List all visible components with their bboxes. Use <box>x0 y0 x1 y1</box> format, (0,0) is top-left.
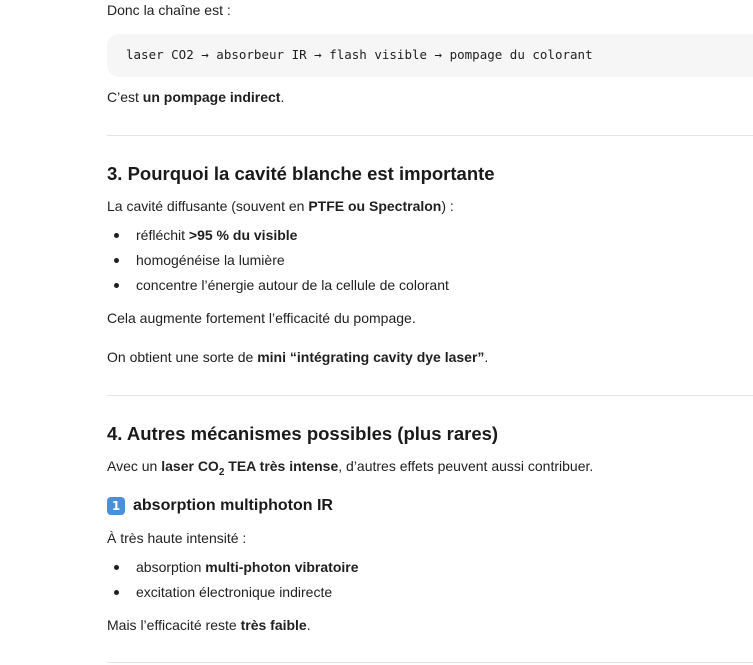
section-3-lead: La cavité diffusante (souvent en PTFE ou Spectralon) : <box>107 198 454 214</box>
divider <box>107 395 753 396</box>
bullet-icon <box>114 283 119 288</box>
subheading-multiphoton: 1 absorption multiphoton IR <box>107 495 333 517</box>
bullet-icon <box>114 565 119 570</box>
section-4-lead: Avec un laser $CO_2$ TEA très intense, d’autres effets peuvent aussi contribuer. <box>107 458 594 478</box>
code-block[interactable] <box>107 34 753 77</box>
chain-label: Donc la chaîne est : <box>107 2 231 18</box>
bullet-icon <box>114 590 119 595</box>
divider <box>107 662 753 663</box>
section-3-heading: 3. Pourquoi la cavité blanche est importante <box>107 163 495 184</box>
conclusion-text: C’est un pompage indirect. <box>107 89 285 105</box>
closing-text: Mais l’efficacité reste très faible. <box>107 617 311 633</box>
code-line: laser CO2 → absorbeur IR → flash visible → pompage du colorant <box>126 47 593 62</box>
intensity-label: À très haute intensité : <box>107 530 247 546</box>
keycap-one-icon: 1 <box>107 497 125 515</box>
bullet-icon <box>114 233 119 238</box>
effect-text: Cela augmente fortement l’efficacité du pompage. <box>107 310 416 326</box>
section-4-heading: 4. Autres mécanismes possibles (plus rares) <box>107 423 499 444</box>
bullet-icon <box>114 258 119 263</box>
result-text: On obtient une sorte de mini “intégrating cavity dye laser”. <box>107 349 489 365</box>
divider <box>107 135 753 136</box>
